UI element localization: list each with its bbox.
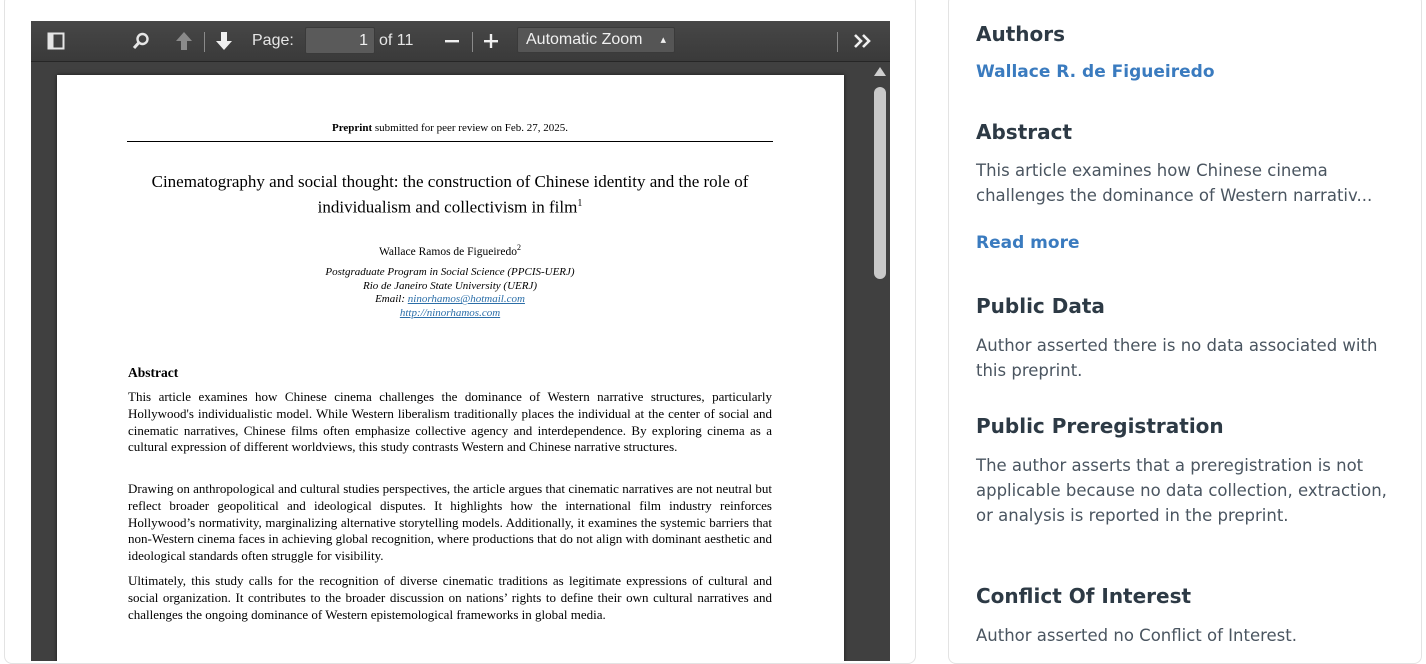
zoom-in-icon[interactable] (480, 21, 502, 61)
search-icon[interactable] (129, 21, 153, 61)
select-arrows-icon: ▴ (660, 34, 666, 46)
abstract-paragraph: Ultimately, this study calls for the recognition of diverse cinematic traditions as legitimate expressions of cultural and social organization. It contributes to the broader discussion on nations’ rights to define their own cultural narratives and challenges the ongoing dominance of Western epistemological frameworks in global media. (128, 573, 772, 622)
public-data-text: Author asserted there is no data associated with this preprint. (976, 336, 1378, 380)
abstract-heading: Abstract (128, 365, 179, 380)
document-author: Wallace Ramos de Figueiredo$^2$ (379, 243, 521, 258)
next-page-icon[interactable] (212, 21, 236, 61)
abstract-paragraph: Drawing on anthropological and cultural studies perspectives, the article argues that cinematic narratives are not neutral but reflect broader geopolitical and ideological disputes. It highlights how the international film industry reinforces Hollywood’s normativity, marginalizing alternative storytelling models. Additionally, it examines the systemic barriers that non-Western cinema faces in achieving global recognition, where productions that do not align with dominant aesthetic and ideological standards often struggle for visibility. (128, 481, 772, 564)
preprint-notice: Preprint submitted for peer review on Feb. 27, 2025. (332, 122, 568, 134)
author-affiliation: Postgraduate Program in Social Science (PPCIS-UERJ) Rio de Janeiro State University (UERJ) Email: ninorhamos@hotmail.com http://ninorhamos.com (325, 266, 575, 319)
pdf-page (57, 75, 844, 661)
document-title: Cinematography and social thought: the construction of Chinese identity and the role of individualism and collectivism in film$^1$ (151, 172, 749, 217)
scrollbar-thumb[interactable] (874, 87, 886, 279)
page-label: Page: (252, 32, 294, 49)
conflict-of-interest-text: Author asserted no Conflict of Interest. (976, 626, 1297, 645)
zoom-out-icon[interactable] (441, 21, 463, 61)
toolbar-divider (204, 32, 205, 52)
authors-heading: Authors (976, 22, 1066, 46)
website-link[interactable]: http://ninorhamos.com (399, 306, 501, 319)
author-link[interactable]: Wallace R. de Figueiredo (976, 62, 1215, 82)
tools-menu-icon[interactable] (849, 21, 877, 61)
preregistration-text: The author asserts that a preregistration is not applicable because no data collection, extraction, or analysis is reported in the preprint. (976, 456, 1387, 525)
email-link[interactable]: ninorhamos@hotmail.com (407, 293, 525, 306)
previous-page-icon[interactable] (172, 21, 196, 61)
page-number-input[interactable]: 1 (305, 27, 375, 54)
pdf-toolbar (31, 21, 890, 61)
scroll-up-icon[interactable] (874, 67, 886, 76)
pdf-viewer (31, 21, 890, 661)
zoom-select[interactable] (517, 27, 675, 53)
read-more-button[interactable]: Read more (976, 233, 1080, 253)
toolbar-divider (837, 32, 838, 52)
abstract-paragraph: This article examines how Chinese cinema challenges the dominance of Western narrative structures, particularly Hollywood's individualistic model. While Western liberalism traditionally places the individual at the center of social and cinematic narratives, Chinese films often emphasize collective agency and interdependence. By exploring cinema as a cultural expression of different worldviews, this study contrasts Western and Chinese narrative structures. (128, 389, 772, 455)
abstract-summary: This article examines how Chinese cinema challenges the dominance of Western narrativ... (976, 161, 1373, 205)
zoom-select-value: Automatic Zoom (526, 31, 643, 48)
preregistration-heading: Public Preregistration (976, 414, 1224, 438)
sidebar-toggle-icon[interactable] (44, 21, 68, 61)
toolbar-divider (472, 32, 473, 52)
header-rule (127, 141, 773, 142)
page-count: of 11 (379, 32, 414, 49)
metadata-card (948, 0, 1422, 664)
conflict-of-interest-heading: Conflict Of Interest (976, 584, 1192, 608)
public-data-heading: Public Data (976, 294, 1105, 318)
abstract-heading: Abstract (976, 120, 1073, 144)
